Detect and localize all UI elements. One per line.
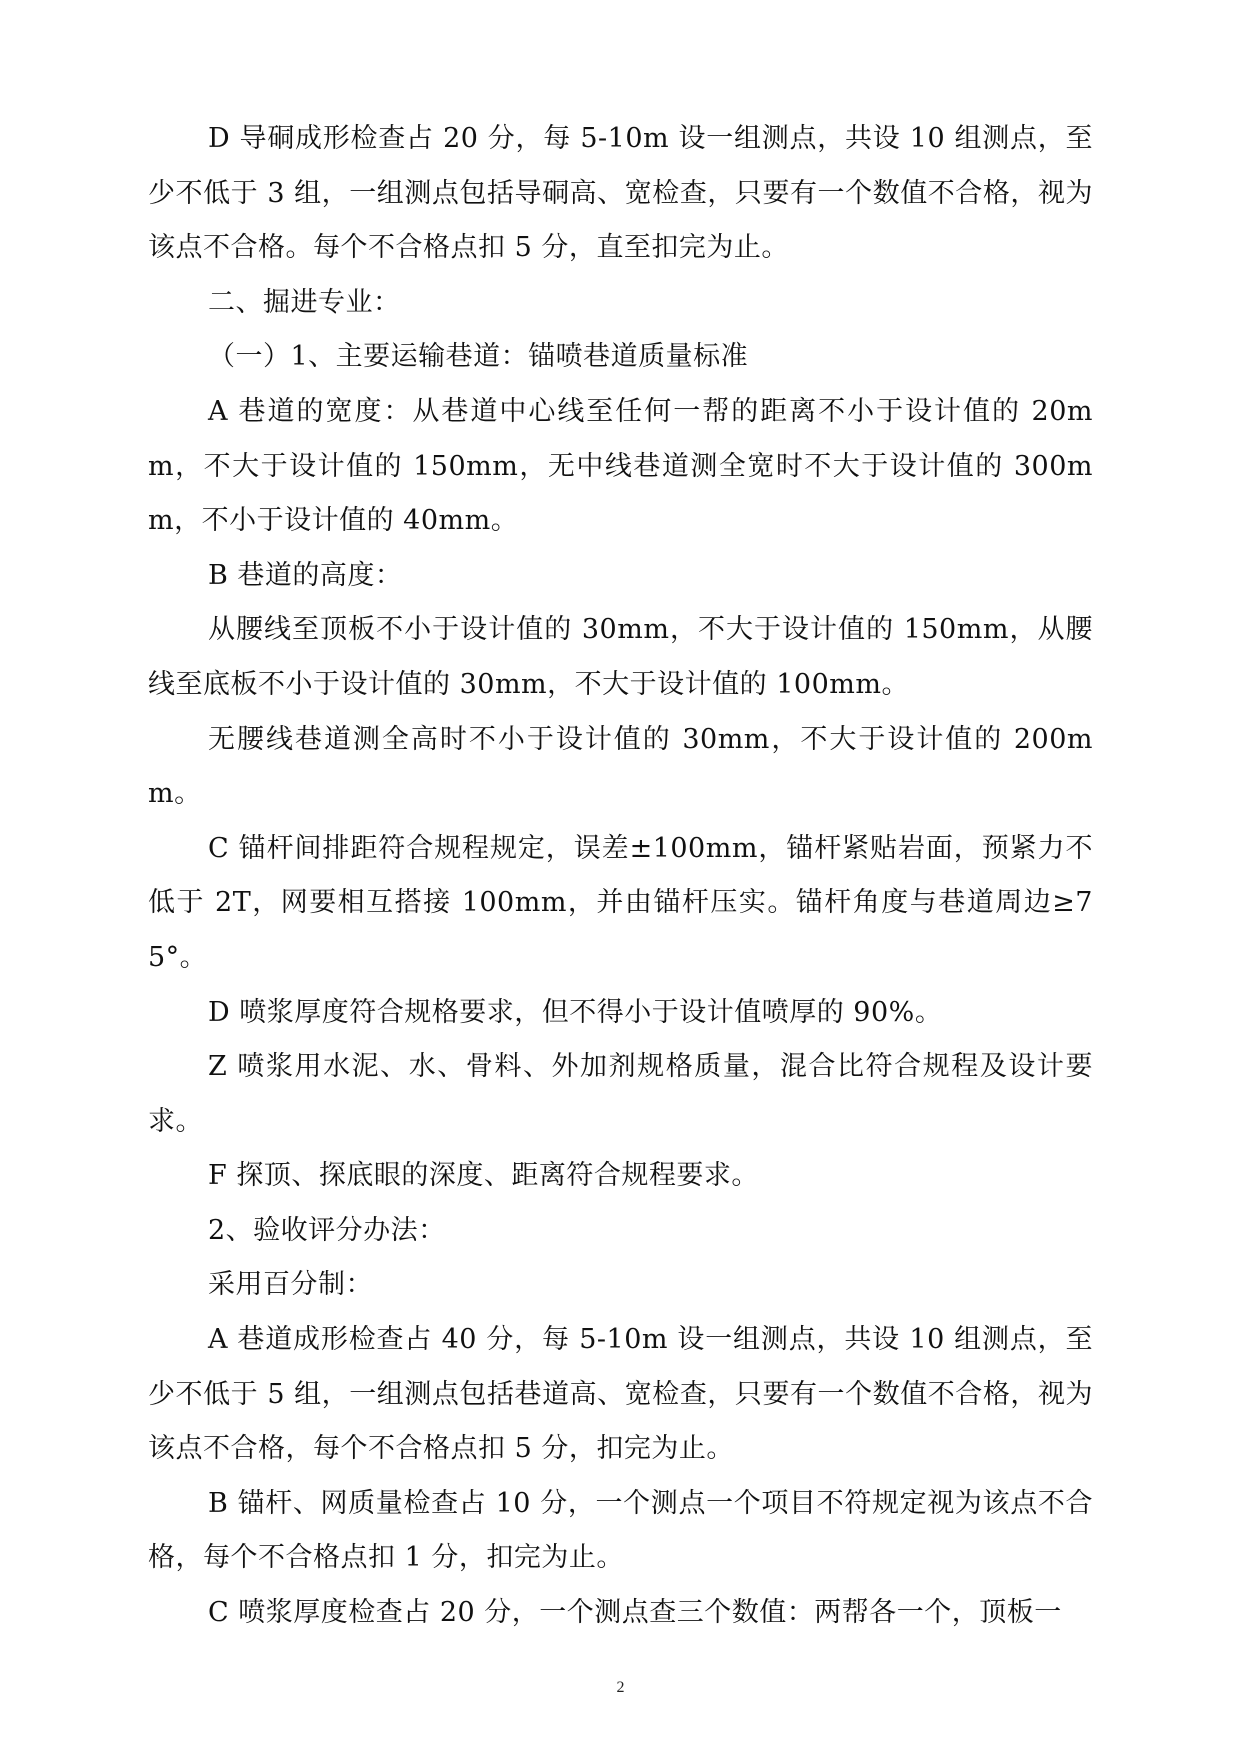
page-number: 2 [616, 1679, 625, 1696]
paragraph-a-roadway-width: A 巷道的宽度：从巷道中心线至任何一帮的距离不小于设计值的 20mm，不大于设计值的 150mm，无中线巷道测全宽时不大于设计值的 300mm，不小于设计值的 40mm。 [148, 395, 1093, 537]
paragraph-b-roadway-height: B 巷道的高度： [208, 559, 403, 591]
paragraph-c-shotcrete-thickness-check: C 喷浆厚度检查占 20 分，一个测点查三个数值：两帮各一个，顶板一 [208, 1597, 1062, 1629]
paragraph-a-roadway-shape-check: A 巷道成形检查占 40 分，每 5-10m 设一组测点，共设 10 组测点，至少不低于 5 组，一组测点包括巷道高、宽检查，只要有一个数值不合格，视为该点不合格，每个不合格点扣 5 分，扣完为止。 [148, 1324, 1093, 1465]
paragraph-b-anchor-mesh-check: B 锚杆、网质量检查占 10 分，一个测点一个项目不符规定视为该点不合格，每个不合格点扣 1 分，扣完为止。 [148, 1487, 1093, 1574]
paragraph-z-shotcrete-materials: Z 喷浆用水泥、水、骨料、外加剂规格质量，混合比符合规程及设计要求。 [148, 1051, 1093, 1137]
paragraph-f-probe-holes: F 探顶、探底眼的深度、距离符合规程要求。 [208, 1160, 759, 1192]
document-body [148, 112, 1093, 1641]
paragraph-percentage-system: 采用百分制： [208, 1269, 373, 1301]
paragraph-c-anchor-spacing: C 锚杆间排距符合规程规定，误差±100mm，锚杆紧贴岩面，预紧力不低于 2T，网要相互搭接 100mm，并由锚杆压实。锚杆角度与巷道周边≥75°。 [148, 832, 1093, 973]
paragraph-waistline-to-roof: 从腰线至顶板不小于设计值的 30mm，不大于设计值的 150mm，从腰线至底板不小于设计值的 30mm，不大于设计值的 100mm。 [148, 614, 1093, 700]
paragraph-no-waistline-height: 无腰线巷道测全高时不小于设计值的 30mm，不大于设计值的 200mm。 [148, 723, 1093, 810]
section-heading-excavation: 二、掘进专业： [208, 286, 401, 318]
paragraph-d-adit-shape-check: D 导硐成形检查占 20 分，每 5-10m 设一组测点，共设 10 组测点，至少不低于 3 组，一组测点包括导硐高、宽检查，只要有一个数值不合格，视为该点不合格。每个不合格点扣 5 分，直至扣完为止。 [148, 123, 1093, 264]
subsection-heading-main-haulage-roadway: （一）1、主要运输巷道：锚喷巷道质量标准 [208, 341, 749, 373]
paragraph-d-shotcrete-thickness: D 喷浆厚度符合规格要求，但不得小于设计值喷厚的 90%。 [208, 996, 943, 1028]
subsection-heading-acceptance-scoring: 2、验收评分办法： [208, 1214, 446, 1246]
